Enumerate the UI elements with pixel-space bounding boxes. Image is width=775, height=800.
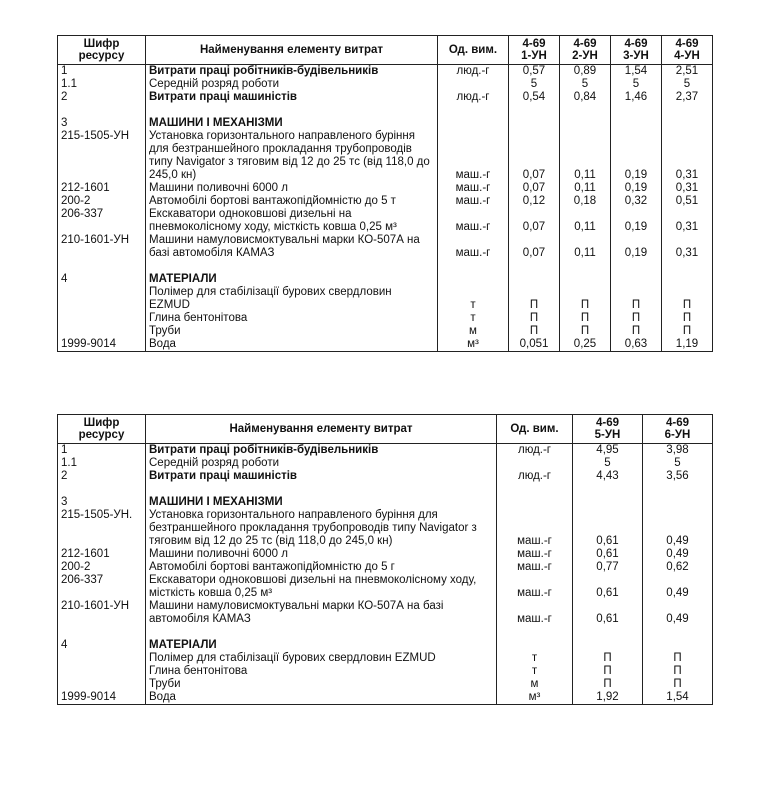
- rate-value-cell: 5: [560, 78, 611, 91]
- spacer-cell: [662, 260, 713, 273]
- resource-code-cell: [58, 678, 146, 691]
- header-text: 4-69: [624, 38, 648, 50]
- cost-element-name-cell: Труби: [146, 325, 438, 338]
- unit-cell: люд.-г: [497, 470, 573, 483]
- spacer-cell: [573, 626, 643, 639]
- cost-element-name-cell: Витрати праці робітників-будівельників: [146, 444, 497, 458]
- rate-value-cell: 0,18: [560, 195, 611, 208]
- resource-code-cell: 215-1505-УН: [58, 130, 146, 182]
- resource-code-cell: 210-1601-УН: [58, 600, 146, 626]
- rate-value-cell: 0,54: [509, 91, 560, 104]
- cost-element-name-cell: МАШИНИ І МЕХАНІЗМИ: [146, 117, 438, 130]
- resource-code-cell: 206-337: [58, 208, 146, 234]
- rate-value-cell: 4,95: [573, 444, 643, 458]
- rate-value-cell: 2,51: [662, 65, 713, 79]
- unit-cell: [438, 78, 509, 91]
- table-row: [58, 130, 713, 182]
- rate-column-header: [611, 36, 662, 65]
- rate-value-cell: П: [509, 325, 560, 338]
- cost-element-name-cell: Машини намуловисмоктувальні марки КО-507А на базі автомобіля КАМАЗ: [146, 600, 497, 626]
- header-text: 4-УН: [674, 50, 700, 62]
- rate-value-cell: 0,11: [560, 182, 611, 195]
- resource-code-cell: 210-1601-УН: [58, 234, 146, 260]
- table-row: [58, 234, 713, 260]
- header-text: 4-69: [573, 38, 597, 50]
- rate-value-cell: П: [560, 312, 611, 325]
- spacer-row: [58, 104, 713, 117]
- resource-norm-table-2: [57, 414, 713, 705]
- cost-element-name-cell: Автомобілі бортові вантажопідйомністю до 5 г: [146, 561, 497, 574]
- rate-value-cell: П: [643, 665, 713, 678]
- table-row: [58, 470, 713, 483]
- cost-element-name-cell: Машини намуловисмоктувальні марки КО-507А на базі автомобіля КАМАЗ: [146, 234, 438, 260]
- rate-value-cell: П: [509, 312, 560, 325]
- cost-element-name-cell: Витрати праці робітників-будівельників: [146, 65, 438, 79]
- unit-cell: м³: [497, 691, 573, 705]
- spacer-row: [58, 260, 713, 273]
- rate-value-cell: [573, 639, 643, 652]
- rate-value-cell: 0,57: [509, 65, 560, 79]
- unit-cell: маш.-г: [497, 600, 573, 626]
- spacer-cell: [611, 104, 662, 117]
- unit-cell: маш.-г: [497, 574, 573, 600]
- resource-code-cell: [58, 286, 146, 312]
- table-row: [58, 273, 713, 286]
- rate-value-cell: 0,61: [573, 574, 643, 600]
- rate-value-cell: 0,07: [509, 208, 560, 234]
- resource-code-cell: 1999-9014: [58, 691, 146, 705]
- header-text: ресурсу: [78, 429, 125, 441]
- rate-value-cell: 0,19: [611, 130, 662, 182]
- table-header-row: [58, 415, 713, 444]
- rate-value-cell: 0,11: [560, 208, 611, 234]
- header-text: 6-УН: [664, 429, 691, 441]
- resource-code-cell: 4: [58, 273, 146, 286]
- rate-value-cell: 3,56: [643, 470, 713, 483]
- cost-element-name-cell: Середній розряд роботи: [146, 457, 497, 470]
- rate-value-cell: 0,19: [611, 182, 662, 195]
- unit-cell: [438, 273, 509, 286]
- unit-cell: маш.-г: [497, 548, 573, 561]
- spacer-cell: [560, 104, 611, 117]
- cost-element-name-cell: Машини поливочні 6000 л: [146, 182, 438, 195]
- spacer-cell: [146, 260, 438, 273]
- cost-element-name-cell: МАТЕРІАЛИ: [146, 639, 497, 652]
- rate-value-cell: П: [611, 325, 662, 338]
- unit-cell: т: [438, 286, 509, 312]
- rate-value-cell: 0,051: [509, 338, 560, 352]
- rate-value-cell: 5: [509, 78, 560, 91]
- unit-cell: [497, 457, 573, 470]
- rate-value-cell: 5: [662, 78, 713, 91]
- table-row: [58, 665, 713, 678]
- rate-column-header: [662, 36, 713, 65]
- spacer-cell: [58, 104, 146, 117]
- rate-value-cell: 5: [643, 457, 713, 470]
- rate-value-cell: П: [560, 325, 611, 338]
- cost-element-name-cell: МАШИНИ І МЕХАНІЗМИ: [146, 496, 497, 509]
- unit-cell: т: [497, 665, 573, 678]
- resource-code-cell: 1: [58, 65, 146, 79]
- spacer-cell: [662, 104, 713, 117]
- unit-cell: маш.-г: [438, 182, 509, 195]
- rate-value-cell: 0,84: [560, 91, 611, 104]
- unit-cell: м³: [438, 338, 509, 352]
- header-text: 4-69: [595, 417, 620, 429]
- rate-value-cell: П: [662, 312, 713, 325]
- table-row: [58, 496, 713, 509]
- spacer-cell: [509, 104, 560, 117]
- rate-value-cell: [643, 639, 713, 652]
- unit-cell: т: [438, 312, 509, 325]
- rate-value-cell: 0,11: [560, 130, 611, 182]
- rate-value-cell: 2,37: [662, 91, 713, 104]
- rate-value-cell: П: [662, 325, 713, 338]
- unit-cell: т: [497, 652, 573, 665]
- resource-code-cell: 2: [58, 470, 146, 483]
- rate-value-cell: П: [611, 286, 662, 312]
- name-column-header: Найменування елементу витрат: [146, 36, 438, 65]
- rate-value-cell: 3,98: [643, 444, 713, 458]
- spacer-cell: [438, 260, 509, 273]
- resource-code-cell: 1.1: [58, 457, 146, 470]
- header-text: 5-УН: [594, 429, 621, 441]
- spacer-row: [58, 483, 713, 496]
- table-row: [58, 65, 713, 79]
- rate-column-header: [573, 415, 643, 444]
- rate-value-cell: 0,31: [662, 182, 713, 195]
- rate-value-cell: 0,61: [573, 509, 643, 548]
- table-row: [58, 195, 713, 208]
- rate-value-cell: 1,54: [611, 65, 662, 79]
- header-text: 4-69: [675, 38, 699, 50]
- cost-element-name-cell: Екскаватори одноковшові дизельні на пневмоколісному ходу, місткість ковша 0,25 м³: [146, 574, 497, 600]
- cost-element-name-cell: Витрати праці машиністів: [146, 91, 438, 104]
- table-row: [58, 444, 713, 458]
- unit-cell: маш.-г: [438, 208, 509, 234]
- rate-column-header: [643, 415, 713, 444]
- unit-cell: люд.-г: [497, 444, 573, 458]
- table-row: [58, 325, 713, 338]
- rate-value-cell: 0,63: [611, 338, 662, 352]
- rate-value-cell: [662, 273, 713, 286]
- cost-element-name-cell: Екскаватори одноковшові дизельні на пневмоколісному ходу, місткість ковша 0,25 м³: [146, 208, 438, 234]
- rate-value-cell: 0,49: [643, 509, 713, 548]
- spacer-cell: [560, 260, 611, 273]
- rate-value-cell: 0,11: [560, 234, 611, 260]
- resource-code-cell: [58, 325, 146, 338]
- table-row: [58, 691, 713, 705]
- table-row: [58, 548, 713, 561]
- resource-code-cell: 1999-9014: [58, 338, 146, 352]
- resource-code-cell: 206-337: [58, 574, 146, 600]
- rate-column-header: [560, 36, 611, 65]
- unit-cell: маш.-г: [438, 195, 509, 208]
- spacer-cell: [509, 260, 560, 273]
- rate-value-cell: 0,31: [662, 130, 713, 182]
- rate-value-cell: 5: [573, 457, 643, 470]
- cost-element-name-cell: Полімер для стабілізації бурових свердловин EZMUD: [146, 286, 438, 312]
- rate-value-cell: [611, 117, 662, 130]
- cost-element-name-cell: Труби: [146, 678, 497, 691]
- spacer-cell: [438, 104, 509, 117]
- unit-column-header: Од. вим.: [438, 36, 509, 65]
- rate-value-cell: [560, 117, 611, 130]
- rate-value-cell: [573, 496, 643, 509]
- spacer-cell: [58, 626, 146, 639]
- spacer-cell: [643, 483, 713, 496]
- rate-value-cell: П: [573, 652, 643, 665]
- rate-value-cell: П: [573, 678, 643, 691]
- rate-value-cell: 0,12: [509, 195, 560, 208]
- unit-column-header: Од. вим.: [497, 415, 573, 444]
- resource-code-cell: [58, 312, 146, 325]
- header-text: Шифр: [83, 38, 120, 50]
- table-row: [58, 600, 713, 626]
- unit-cell: люд.-г: [438, 91, 509, 104]
- spacer-cell: [146, 483, 497, 496]
- header-text: 3-УН: [623, 50, 649, 62]
- resource-code-cell: 212-1601: [58, 182, 146, 195]
- unit-cell: маш.-г: [497, 509, 573, 548]
- rate-value-cell: 0,61: [573, 548, 643, 561]
- spacer-cell: [146, 104, 438, 117]
- unit-cell: маш.-г: [438, 234, 509, 260]
- rate-value-cell: П: [643, 678, 713, 691]
- table-row: [58, 338, 713, 352]
- unit-cell: люд.-г: [438, 65, 509, 79]
- resource-code-cell: 212-1601: [58, 548, 146, 561]
- rate-value-cell: 0,49: [643, 600, 713, 626]
- table-row: [58, 78, 713, 91]
- rate-value-cell: 0,32: [611, 195, 662, 208]
- spacer-cell: [573, 483, 643, 496]
- table-row: [58, 652, 713, 665]
- rate-value-cell: П: [611, 312, 662, 325]
- header-text: ресурсу: [78, 50, 125, 62]
- spacer-cell: [497, 483, 573, 496]
- table-row: [58, 208, 713, 234]
- table-header-row: [58, 36, 713, 65]
- rate-value-cell: 0,62: [643, 561, 713, 574]
- resource-code-cell: 215-1505-УН.: [58, 509, 146, 548]
- cost-element-name-cell: Полімер для стабілізації бурових свердловин EZMUD: [146, 652, 497, 665]
- spacer-row: [58, 626, 713, 639]
- rate-value-cell: 0,31: [662, 208, 713, 234]
- rate-value-cell: 0,49: [643, 548, 713, 561]
- rate-value-cell: 0,61: [573, 600, 643, 626]
- unit-cell: маш.-г: [438, 130, 509, 182]
- code-column-header: [58, 415, 146, 444]
- name-column-header: Найменування елементу витрат: [146, 415, 497, 444]
- rate-value-cell: 0,19: [611, 208, 662, 234]
- resource-code-cell: 200-2: [58, 561, 146, 574]
- rate-value-cell: [509, 273, 560, 286]
- rate-value-cell: 0,77: [573, 561, 643, 574]
- cost-element-name-cell: Установка горизонтального направленого буріння для безтраншейного прокладання трубопроводів типу Navigator з тяговим від 12 до 25 тс (від 118,0 до 245,0 кн): [146, 509, 497, 548]
- table-row: [58, 509, 713, 548]
- rate-value-cell: 0,31: [662, 234, 713, 260]
- cost-element-name-cell: Середній розряд роботи: [146, 78, 438, 91]
- rate-value-cell: [643, 496, 713, 509]
- resource-code-cell: 4: [58, 639, 146, 652]
- rate-value-cell: [509, 117, 560, 130]
- resource-code-cell: 1: [58, 444, 146, 458]
- table-row: [58, 639, 713, 652]
- unit-cell: [497, 639, 573, 652]
- rate-column-header: [509, 36, 560, 65]
- resource-code-cell: 1.1: [58, 78, 146, 91]
- cost-element-name-cell: Глина бентонітова: [146, 665, 497, 678]
- rate-value-cell: 1,54: [643, 691, 713, 705]
- cost-element-name-cell: Вода: [146, 338, 438, 352]
- cost-element-name-cell: Витрати праці машиністів: [146, 470, 497, 483]
- cost-element-name-cell: Автомобілі бортові вантажопідйомністю до 5 т: [146, 195, 438, 208]
- resource-code-cell: 2: [58, 91, 146, 104]
- rate-value-cell: 5: [611, 78, 662, 91]
- rate-value-cell: 0,25: [560, 338, 611, 352]
- cost-element-name-cell: Установка горизонтального направленого буріння для безтраншейного прокладання трубопроводів типу Navigator з тяговим від 12 до 25 тс (від 118,0 до 245,0 кн): [146, 130, 438, 182]
- resource-code-cell: 3: [58, 117, 146, 130]
- table-row: [58, 457, 713, 470]
- resource-norm-table-1: [57, 35, 713, 352]
- header-text: 4-69: [522, 38, 546, 50]
- unit-cell: [497, 496, 573, 509]
- rate-value-cell: 0,07: [509, 130, 560, 182]
- table-row: [58, 574, 713, 600]
- spacer-cell: [58, 483, 146, 496]
- rate-value-cell: 1,19: [662, 338, 713, 352]
- table-row: [58, 286, 713, 312]
- spacer-cell: [611, 260, 662, 273]
- rate-value-cell: П: [560, 286, 611, 312]
- rate-value-cell: [560, 273, 611, 286]
- table-row: [58, 91, 713, 104]
- rate-value-cell: 0,51: [662, 195, 713, 208]
- spacer-cell: [497, 626, 573, 639]
- header-text: 4-69: [665, 417, 690, 429]
- rate-value-cell: П: [573, 665, 643, 678]
- rate-value-cell: П: [643, 652, 713, 665]
- resource-code-cell: [58, 652, 146, 665]
- rate-value-cell: 4,43: [573, 470, 643, 483]
- rate-value-cell: 0,19: [611, 234, 662, 260]
- resource-code-cell: [58, 665, 146, 678]
- rate-value-cell: 0,49: [643, 574, 713, 600]
- table-row: [58, 678, 713, 691]
- cost-element-name-cell: Глина бентонітова: [146, 312, 438, 325]
- rate-value-cell: 0,89: [560, 65, 611, 79]
- rate-value-cell: 0,07: [509, 182, 560, 195]
- table-row: [58, 182, 713, 195]
- spacer-cell: [146, 626, 497, 639]
- resource-code-cell: 3: [58, 496, 146, 509]
- rate-value-cell: [611, 273, 662, 286]
- unit-cell: [438, 117, 509, 130]
- code-column-header: [58, 36, 146, 65]
- rate-value-cell: П: [662, 286, 713, 312]
- table-row: [58, 561, 713, 574]
- header-text: Шифр: [83, 417, 120, 429]
- unit-cell: маш.-г: [497, 561, 573, 574]
- header-text: 1-УН: [521, 50, 547, 62]
- cost-element-name-cell: Вода: [146, 691, 497, 705]
- rate-value-cell: П: [509, 286, 560, 312]
- table-row: [58, 117, 713, 130]
- table-row: [58, 312, 713, 325]
- rate-value-cell: 1,92: [573, 691, 643, 705]
- spacer-cell: [58, 260, 146, 273]
- rate-value-cell: [662, 117, 713, 130]
- table-body: [58, 444, 713, 705]
- rate-value-cell: 1,46: [611, 91, 662, 104]
- rate-value-cell: 0,07: [509, 234, 560, 260]
- cost-element-name-cell: Машини поливочні 6000 л: [146, 548, 497, 561]
- resource-code-cell: 200-2: [58, 195, 146, 208]
- table-body: [58, 65, 713, 352]
- spacer-cell: [643, 626, 713, 639]
- header-text: 2-УН: [572, 50, 598, 62]
- unit-cell: м: [497, 678, 573, 691]
- unit-cell: м: [438, 325, 509, 338]
- cost-element-name-cell: МАТЕРІАЛИ: [146, 273, 438, 286]
